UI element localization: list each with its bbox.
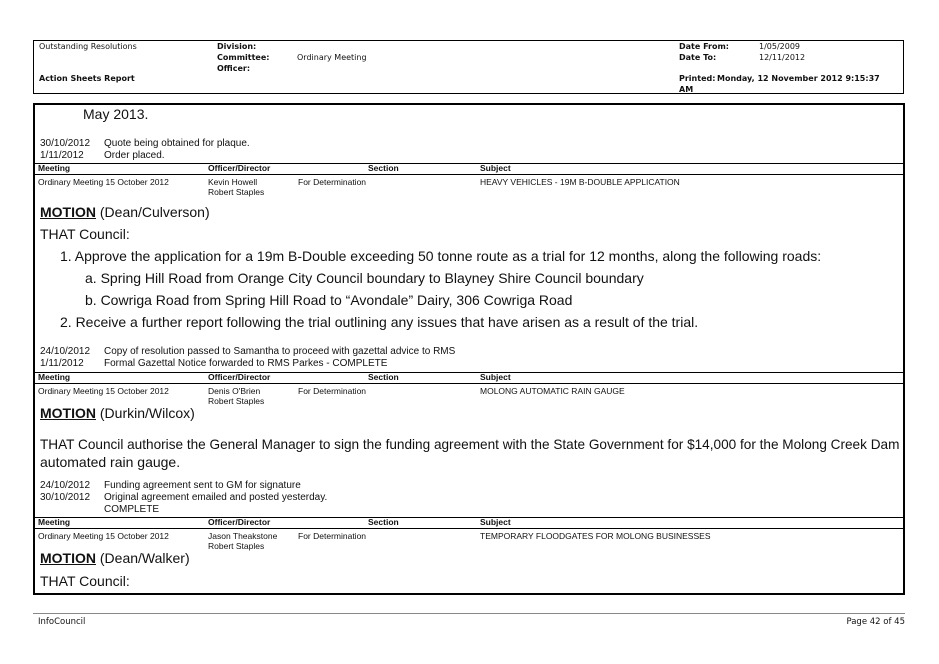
action-text: Order placed. [104,150,165,161]
action-date: 30/10/2012 [40,492,91,503]
printed-value: Monday, 12 November 2012 9:15:37 [717,74,880,83]
action-text: Formal Gazettal Notice forwarded to RMS Parkes - COMPLETE [104,358,388,369]
motion-heading [40,204,210,220]
col-meeting: Meeting [38,517,71,527]
division-label: Division: [217,42,257,51]
item-meeting: Ordinary Meeting 15 October 2012 [38,531,169,541]
motion-label: MOTION [40,204,96,220]
col-subject: Subject [480,372,511,382]
col-section: Section [368,163,399,173]
report-body [33,103,905,595]
item-officer: Denis O'Brien [208,386,261,396]
motion-movers: (Durkin/Wilcox) [96,405,195,421]
item-section: For Determination [298,531,367,541]
printed-value-cont: AM [679,85,694,94]
column-header-row [35,372,903,384]
date-to-value: 12/11/2012 [759,53,806,62]
col-officer: Officer/Director [208,372,271,382]
item-subject: HEAVY VEHICLES - 19M B-DOUBLE APPLICATION [480,177,680,187]
motion-body-cont: automated rain gauge. [40,454,181,470]
committee-label: Committee: [217,53,270,62]
date-from-value: 1/05/2009 [759,42,801,51]
list-item: 2. Receive a further report following the trial outlining any issues that have arisen as a result of the trial. [60,314,699,330]
report-name: Outstanding Resolutions [39,42,137,51]
action-date: 1/11/2012 [40,358,84,369]
action-text: Funding agreement sent to GM for signature [104,480,301,491]
committee-value: Ordinary Meeting [297,53,367,62]
list-item: 1. Approve the application for a 19m B-Double exceeding 50 tonne route as a trial for 12 months, along the following roads: [60,248,822,264]
list-item: a. Spring Hill Road from Orange City Council boundary to Blayney Shire Council boundary [85,270,644,286]
date-to-label: Date To: [679,53,717,62]
item-officer: Jason Theakstone [208,531,278,541]
list-item: b. Cowriga Road from Spring Hill Road to “Avondale” Dairy, 306 Cowriga Road [85,292,573,308]
motion-movers: (Dean/Culverson) [96,204,210,220]
motion-label: MOTION [40,550,96,566]
motion-label: MOTION [40,405,96,421]
motion-body: THAT Council: [40,226,130,242]
action-date: 30/10/2012 [40,138,91,149]
footer-app-name: InfoCouncil [38,617,86,627]
item-section: For Determination [298,177,367,187]
action-text: Quote being obtained for plaque. [104,138,250,149]
col-officer: Officer/Director [208,163,271,173]
item-meeting: Ordinary Meeting 15 October 2012 [38,386,169,396]
item-subject: MOLONG AUTOMATIC RAIN GAUGE [480,386,625,396]
col-subject: Subject [480,163,511,173]
item-section: For Determination [298,386,367,396]
footer-divider [33,613,905,614]
date-from-label: Date From: [679,42,730,51]
col-meeting: Meeting [38,163,71,173]
motion-body: THAT Council: [40,573,130,589]
item-officer: Robert Staples [208,541,265,551]
motion-heading [40,550,190,566]
printed-label: Printed: [679,74,716,83]
col-officer: Officer/Director [208,517,271,527]
action-date: 1/11/2012 [40,150,84,161]
page-number: Page 42 of 45 [846,617,905,627]
item-officer: Robert Staples [208,187,265,197]
motion-movers: (Dean/Walker) [96,550,190,566]
column-header-row [35,517,903,529]
action-date: 24/10/2012 [40,346,91,357]
item-subject: TEMPORARY FLOODGATES FOR MOLONG BUSINESSES [480,531,711,541]
col-section: Section [368,372,399,382]
action-text: Copy of resolution passed to Samantha to proceed with gazettal advice to RMS [104,346,456,357]
motion-body: THAT Council authorise the General Manager to sign the funding agreement with the State Government for $14,000 for the Molong Creek Dam [40,437,900,452]
col-section: Section [368,517,399,527]
item-officer: Robert Staples [208,396,265,406]
item-meeting: Ordinary Meeting 15 October 2012 [38,177,169,187]
action-date: 24/10/2012 [40,480,91,491]
motion-heading [40,405,195,421]
report-header [33,40,904,94]
report-type: Action Sheets Report [39,74,135,83]
col-meeting: Meeting [38,372,71,382]
officer-label: Officer: [217,64,251,73]
col-subject: Subject [480,517,511,527]
action-text: Original agreement emailed and posted yesterday. [104,492,328,503]
action-text: COMPLETE [104,504,160,515]
item-officer: Kevin Howell [208,177,258,187]
column-header-row [35,163,903,175]
continuation-text: May 2013. [83,106,149,122]
